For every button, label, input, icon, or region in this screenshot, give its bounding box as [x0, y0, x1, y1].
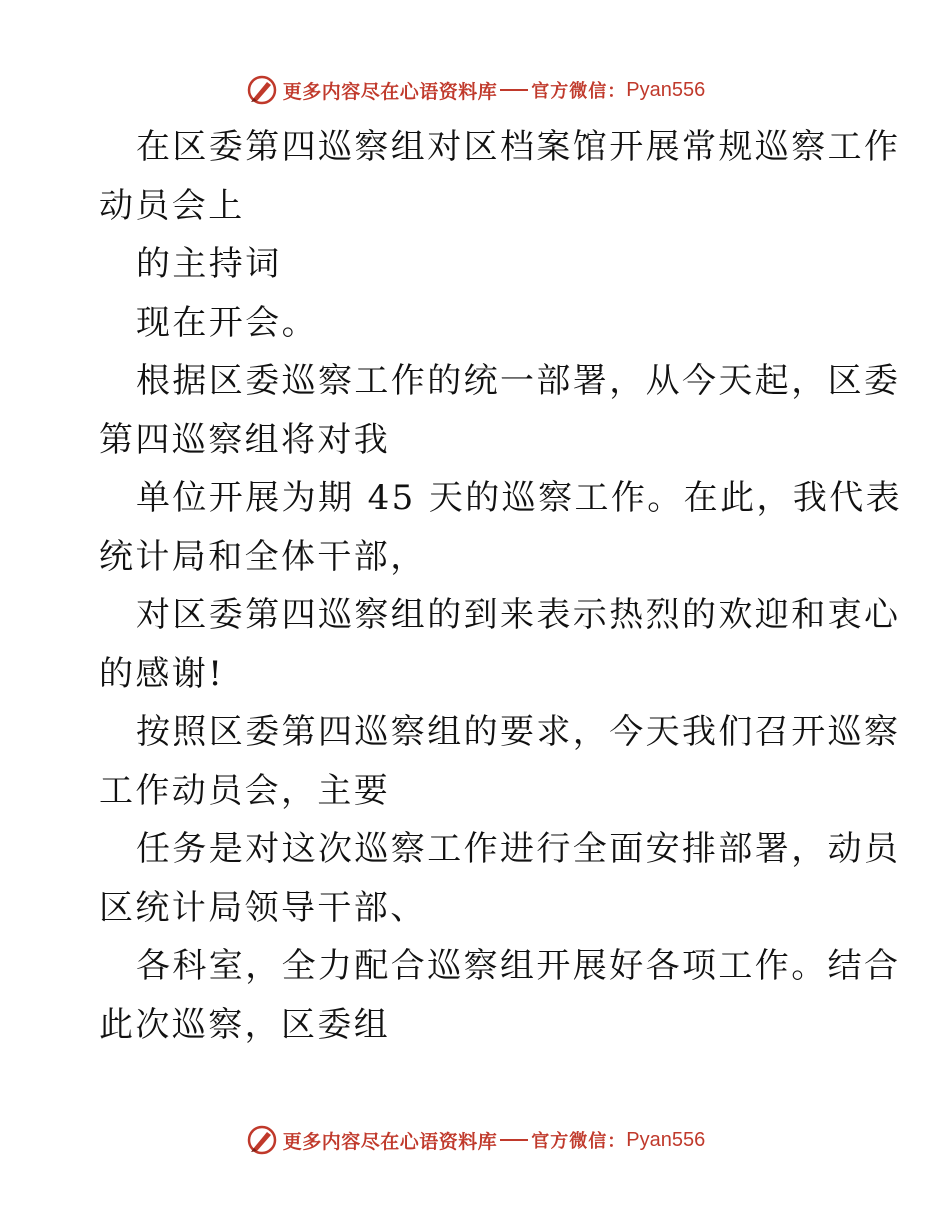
paragraph-line: 此次巡察，区委组 — [99, 1004, 391, 1045]
paragraph-line: 单位开展为期 45 天的巡察工作。在此，我代表 — [136, 478, 903, 518]
paragraph-line: 现在开会。 — [136, 302, 318, 343]
paragraph-line: 各科室，全力配合巡察组开展好各项工作。结合 — [136, 946, 901, 986]
document-body — [99, 118, 903, 1054]
title-line: 动员会上 — [99, 185, 245, 226]
paragraph-line: 的感谢! — [99, 653, 225, 694]
footer-banner — [0, 1120, 950, 1160]
footer-tag-text: 官方微信： — [531, 1131, 627, 1152]
title-line: 的主持词 — [136, 244, 282, 284]
paragraph-line: 按照区委第四巡察组的要求，今天我们召开巡察 — [136, 712, 901, 752]
paragraph-line: 任务是对这次巡察工作进行全面安排部署，动员 — [136, 829, 901, 869]
footer-dash — [500, 1139, 528, 1141]
header-wechat-id: Pyan556 — [626, 78, 706, 101]
header-dash — [500, 89, 528, 91]
header-banner — [0, 70, 950, 110]
header-main-text: 更多内容尽在心语资料库 — [282, 80, 498, 103]
paragraph-line: 第四巡察组将对我 — [99, 419, 391, 460]
title-line: 在区委第四巡察组对区档案馆开展常规巡察工作 — [136, 127, 901, 167]
paragraph-line: 根据区委巡察工作的统一部署，从今天起，区委 — [136, 361, 901, 401]
pen-logo-icon — [245, 1123, 279, 1157]
footer-main-text: 更多内容尽在心语资料库 — [282, 1130, 498, 1153]
paragraph-line: 对区委第四巡察组的到来表示热烈的欢迎和衷心 — [136, 595, 901, 635]
header-tag-text: 官方微信： — [531, 81, 627, 102]
footer-wechat-id: Pyan556 — [626, 1128, 706, 1151]
pen-logo-icon — [245, 73, 279, 107]
paragraph-line: 工作动员会，主要 — [99, 770, 391, 811]
paragraph-line: 统计局和全体干部， — [99, 536, 427, 577]
paragraph-line: 区统计局领导干部、 — [99, 887, 427, 928]
